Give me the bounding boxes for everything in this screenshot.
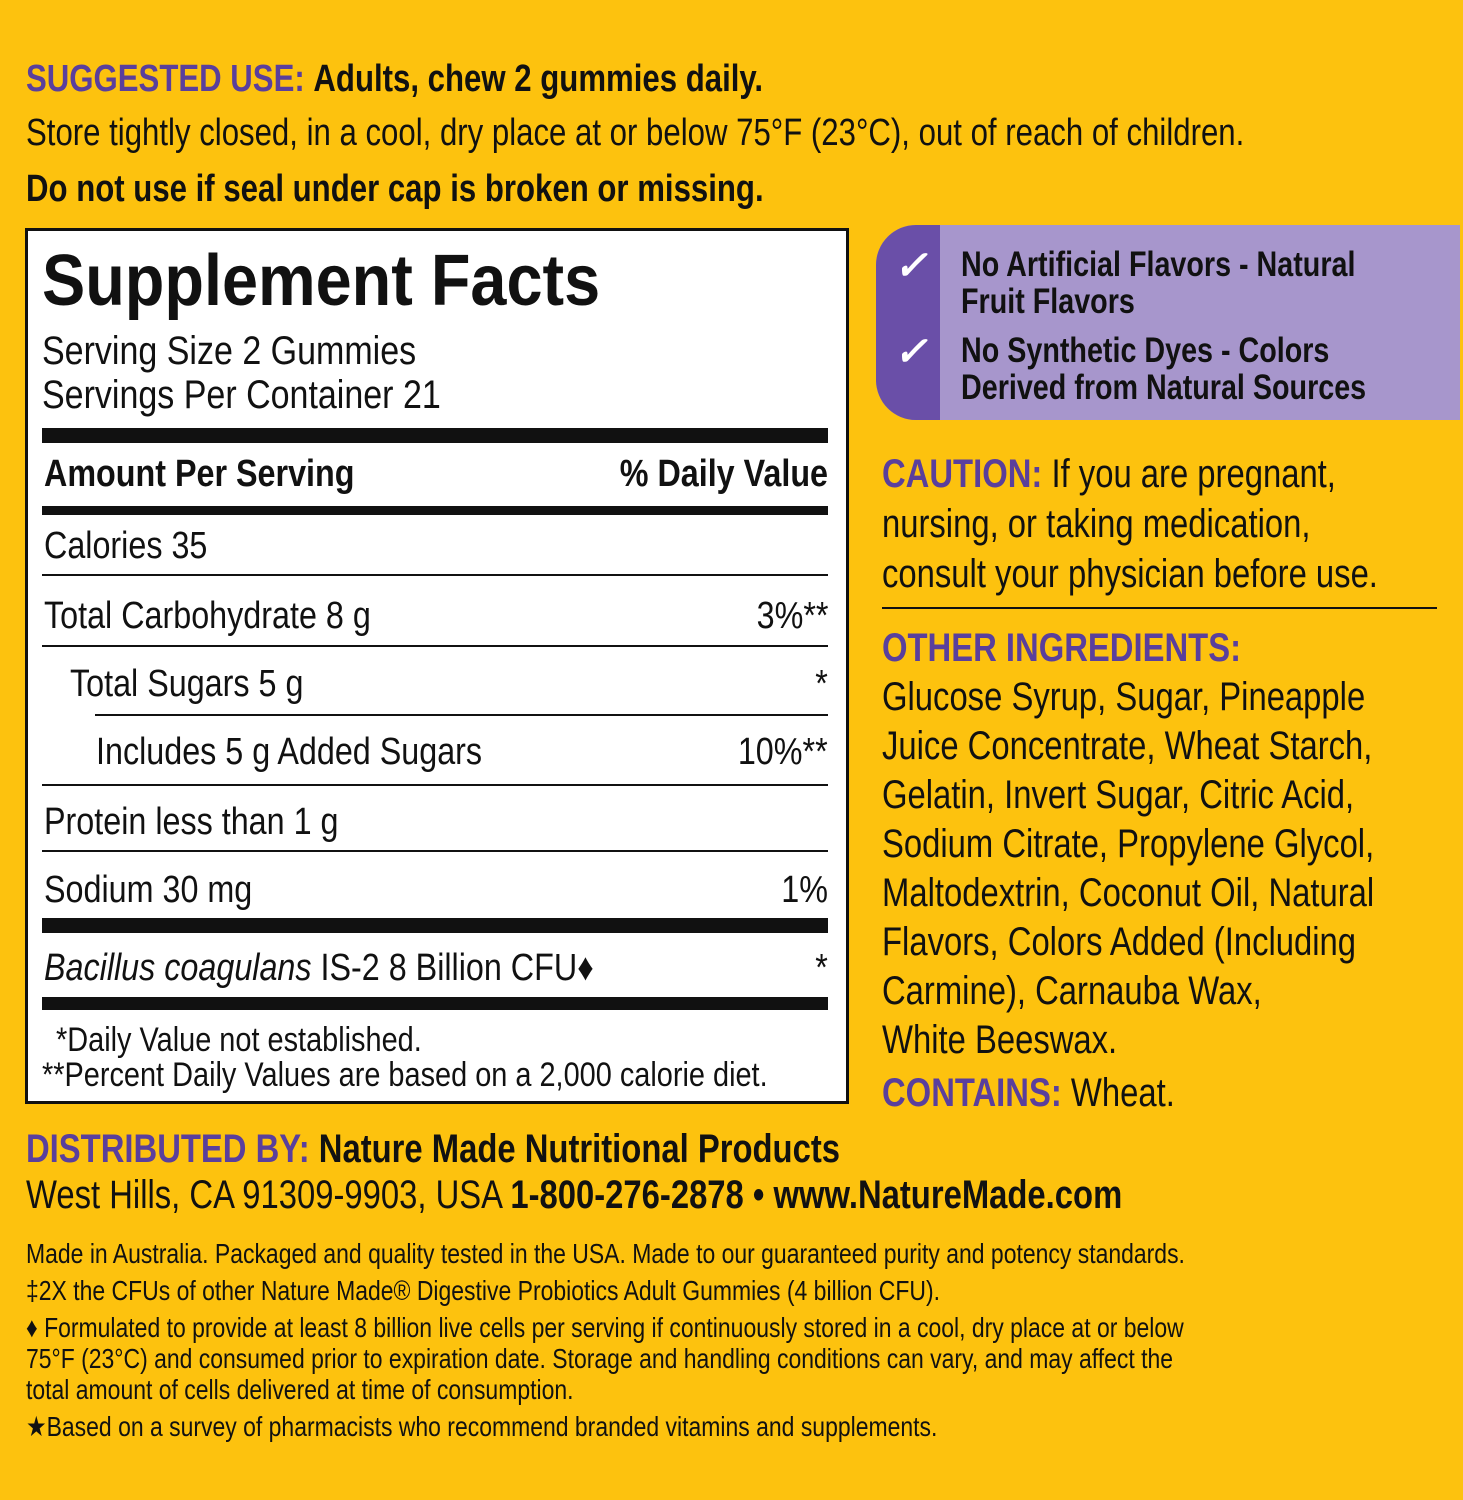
row-probiotic-dv: *: [815, 947, 828, 989]
phone: 1-800-276-2878: [510, 1173, 744, 1217]
caution-line-1: [882, 454, 1336, 494]
thick-divider: [42, 428, 828, 443]
row-sodium-dv: 1%: [781, 869, 828, 911]
footnote-dv: *Daily Value not established.: [56, 1021, 422, 1059]
row-total-carb-dv: 3%**: [756, 595, 828, 637]
divider: [42, 574, 828, 576]
row-added-sugars: Includes 5 g Added Sugars: [96, 731, 483, 773]
row-total-sugars-dv: *: [815, 663, 828, 705]
footnote: ★Based on a survey of pharmacists who recommend branded vitamins and supplements.: [26, 1411, 938, 1442]
amount-header: Amount Per Serving: [44, 453, 355, 495]
footnote: 75°F (23°C) and consumed prior to expiration date. Storage and handling conditions can vary, and may affect the: [26, 1343, 1174, 1374]
ingredients-line: Glucose Syrup, Sugar, Pineapple: [882, 675, 1366, 719]
footnote: ♦ Formulated to provide at least 8 billion live cells per serving if continuously stored in a cool, dry place at or below: [26, 1312, 1184, 1343]
contains-label: CONTAINS:: [882, 1071, 1062, 1115]
address: West Hills, CA 91309-9903, USA: [26, 1173, 502, 1217]
suggested-use-text: Adults, chew 2 gummies daily.: [313, 58, 764, 100]
dv-header: % Daily Value: [619, 453, 828, 495]
claim-2-line-1: No Synthetic Dyes - Colors: [961, 331, 1330, 370]
contains: [882, 1073, 1175, 1113]
probiotic-amount: IS-2 8 Billion CFU♦: [311, 947, 594, 989]
row-probiotic: [44, 949, 594, 987]
distributor-name: Nature Made Nutritional Products: [318, 1127, 840, 1171]
suggested-use: [26, 60, 763, 98]
facts-title: Supplement Facts: [42, 241, 601, 321]
serving-size: Serving Size 2 Gummies: [42, 329, 417, 373]
divider: [882, 607, 1437, 609]
ingredients-line: Flavors, Colors Added (Including: [882, 920, 1357, 964]
ingredients-line: Gelatin, Invert Sugar, Citric Acid,: [882, 773, 1355, 817]
distributor-contact: [26, 1175, 1122, 1215]
caution-label: CAUTION:: [882, 452, 1043, 496]
footnote: Made in Australia. Packaged and quality tested in the USA. Made to our guaranteed purity and potency standards.: [26, 1238, 1185, 1269]
caution-line-2: nursing, or taking medication,: [882, 502, 1311, 546]
ingredients-line: White Beeswax.: [882, 1018, 1118, 1062]
divider: [42, 850, 828, 852]
divider: [95, 714, 828, 716]
ingredients-line: Juice Concentrate, Wheat Starch,: [882, 724, 1373, 768]
website-link: www.NatureMade.com: [773, 1173, 1123, 1217]
row-calories: Calories 35: [44, 525, 208, 567]
suggested-use-label: SUGGESTED USE:: [26, 58, 305, 100]
ingredients-line: Sodium Citrate, Propylene Glycol,: [882, 822, 1375, 866]
row-total-sugars: Total Sugars 5 g: [70, 663, 304, 705]
supplement-facts-panel: [25, 228, 849, 1104]
distributor-label: DISTRIBUTED BY:: [26, 1127, 310, 1171]
row-total-carb: Total Carbohydrate 8 g: [44, 595, 371, 637]
row-sodium: Sodium 30 mg: [44, 869, 253, 911]
claims-badge: [876, 225, 1460, 420]
contains-text: Wheat.: [1070, 1071, 1175, 1115]
caution-line-3: consult your physician before use.: [882, 552, 1378, 596]
distributor: [26, 1129, 840, 1169]
ingredients-label: OTHER INGREDIENTS:: [882, 626, 1241, 670]
divider: [42, 784, 828, 786]
ingredients-line: Maltodextrin, Coconut Oil, Natural: [882, 871, 1375, 915]
ingredients-line: Carmine), Carnauba Wax,: [882, 969, 1262, 1013]
caution-text: If you are pregnant,: [1051, 452, 1336, 496]
claim-1-line-1: No Artificial Flavors - Natural: [961, 245, 1356, 284]
footnote-percent: **Percent Daily Values are based on a 2,000 calorie diet.: [42, 1056, 768, 1094]
probiotic-name: Bacillus coagulans: [44, 947, 312, 989]
separator: •: [743, 1173, 774, 1217]
row-protein: Protein less than 1 g: [44, 801, 339, 843]
footnote: total amount of cells delivered at time of consumption.: [26, 1374, 574, 1405]
thick-divider: [42, 997, 828, 1010]
medium-divider: [42, 506, 828, 515]
claim-2-line-2: Derived from Natural Sources: [961, 368, 1367, 407]
check-icon: ✓: [894, 330, 928, 374]
check-icon: ✓: [894, 244, 928, 288]
row-added-sugars-dv: 10%**: [738, 731, 828, 773]
divider: [42, 645, 828, 647]
storage-text: Store tightly closed, in a cool, dry place at or below 75°F (23°C), out of reach of children.: [26, 112, 1245, 154]
footnote: ‡2X the CFUs of other Nature Made® Digestive Probiotics Adult Gummies (4 billion CFU).: [26, 1275, 940, 1306]
servings-per-container: Servings Per Container 21: [42, 373, 441, 417]
seal-warning: Do not use if seal under cap is broken or missing.: [26, 168, 764, 210]
thick-divider: [42, 918, 828, 933]
claim-1-line-2: Fruit Flavors: [961, 282, 1135, 321]
